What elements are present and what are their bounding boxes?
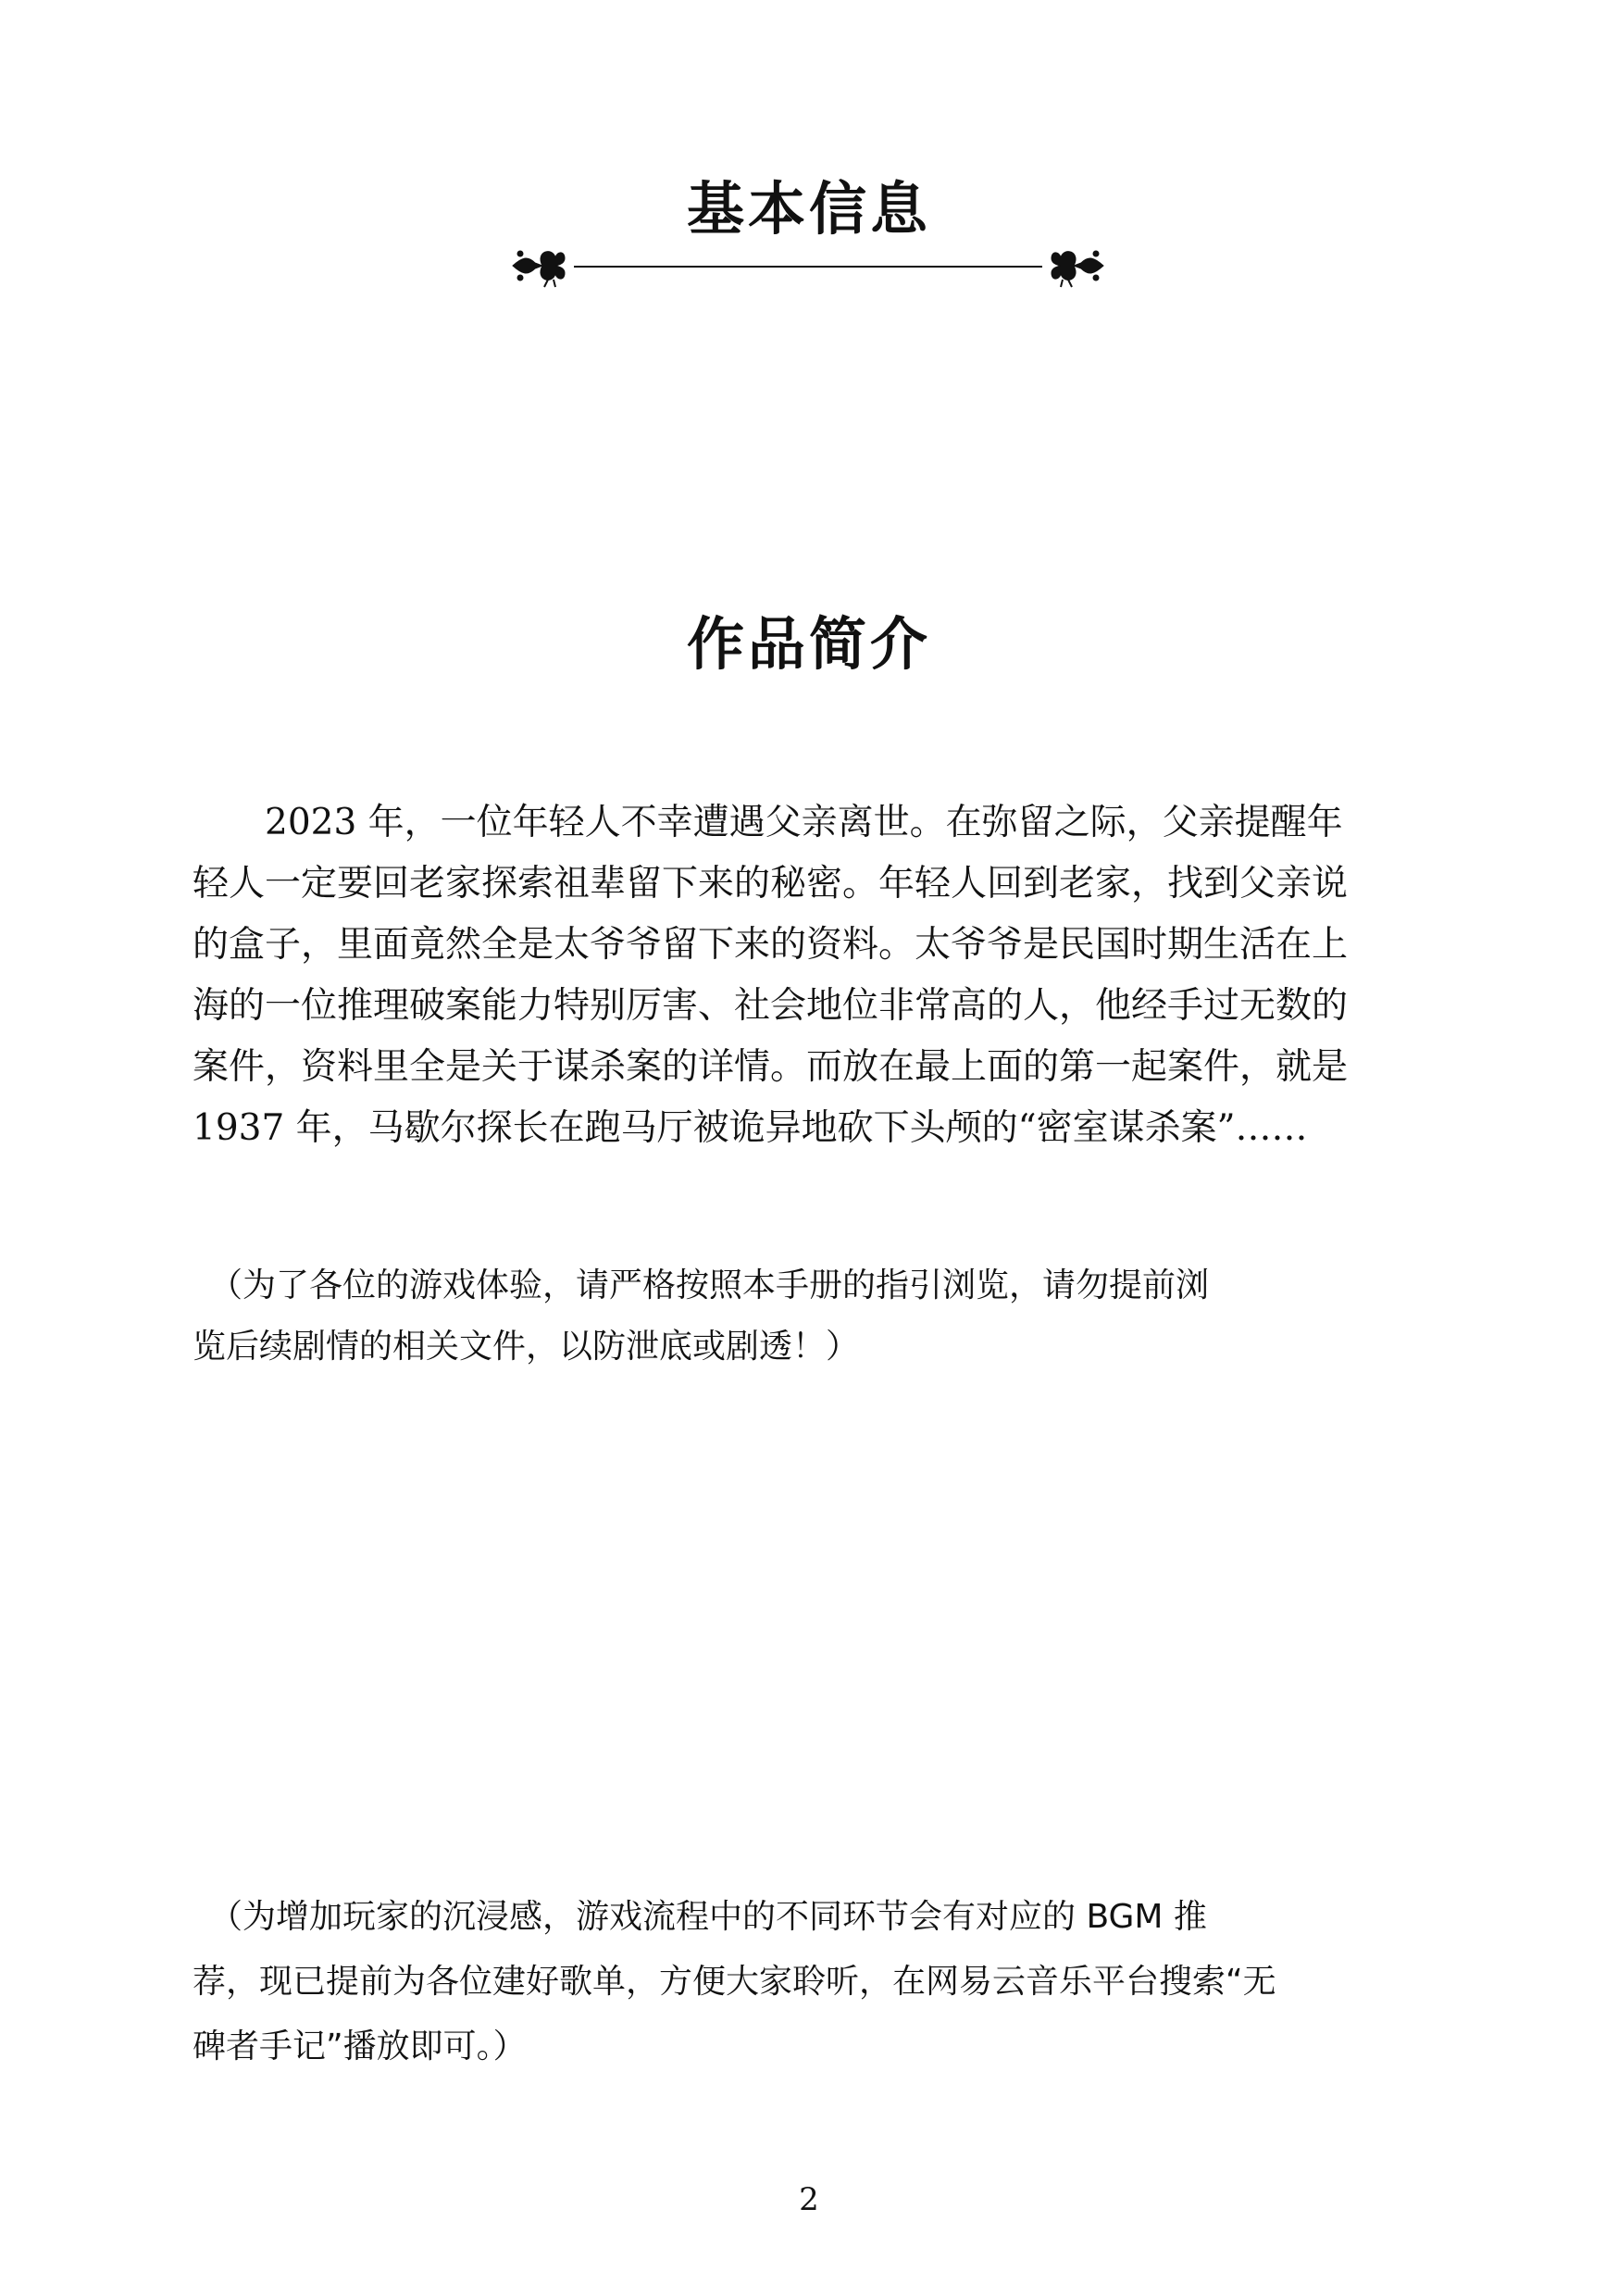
section-title-basic-info: 基本信息 [686,175,931,243]
bgm-note-line: 荐，现已提前为各位建好歌单，方便大家聆听，在网易云音乐平台搜索“无 [193,1963,1276,2001]
spoiler-note-line: （为了各位的游戏体验，请严格按照本手册的指引浏览，请勿提前浏 [193,1267,1210,1304]
spoiler-warning-note [193,1255,1425,1378]
spoiler-note-line: 览后续剧情的相关文件，以防泄底或剧透！） [193,1328,860,1366]
bgm-note-line: 碑者手记”播放即可。） [193,2028,527,2065]
bgm-playlist-note [193,1885,1425,2079]
page-number: 2 [799,2181,819,2218]
synopsis-paragraph [193,792,1425,1159]
fleur-de-lis-left-icon [513,251,565,287]
section-title-synopsis: 作品简介 [686,610,931,678]
bgm-note-line: （为增加玩家的沉浸感，游戏流程中的不同环节会有对应的 BGM 推 [193,1898,1207,1936]
synopsis-line: 案件，资料里全是关于谋杀案的详情。而放在最上面的第一起案件，就是 [193,1046,1349,1088]
synopsis-line: 海的一位推理破案能力特别厉害、社会地位非常高的人，他经手过无数的 [193,985,1349,1027]
fleur-de-lis-right-icon [1052,251,1103,287]
synopsis-line: 2023 年，一位年轻人不幸遭遇父亲离世。在弥留之际，父亲提醒年 [193,802,1343,843]
synopsis-line: 的盒子，里面竟然全是太爷爷留下来的资料。太爷爷是民国时期生活在上 [193,924,1349,966]
synopsis-line: 1937 年，马歇尔探长在跑马厅被诡异地砍下头颅的“密室谋杀案”…… [193,1107,1308,1149]
title-ornament-divider [507,243,1109,289]
synopsis-line: 轻人一定要回老家探索祖辈留下来的秘密。年轻人回到老家，找到父亲说 [193,863,1349,905]
